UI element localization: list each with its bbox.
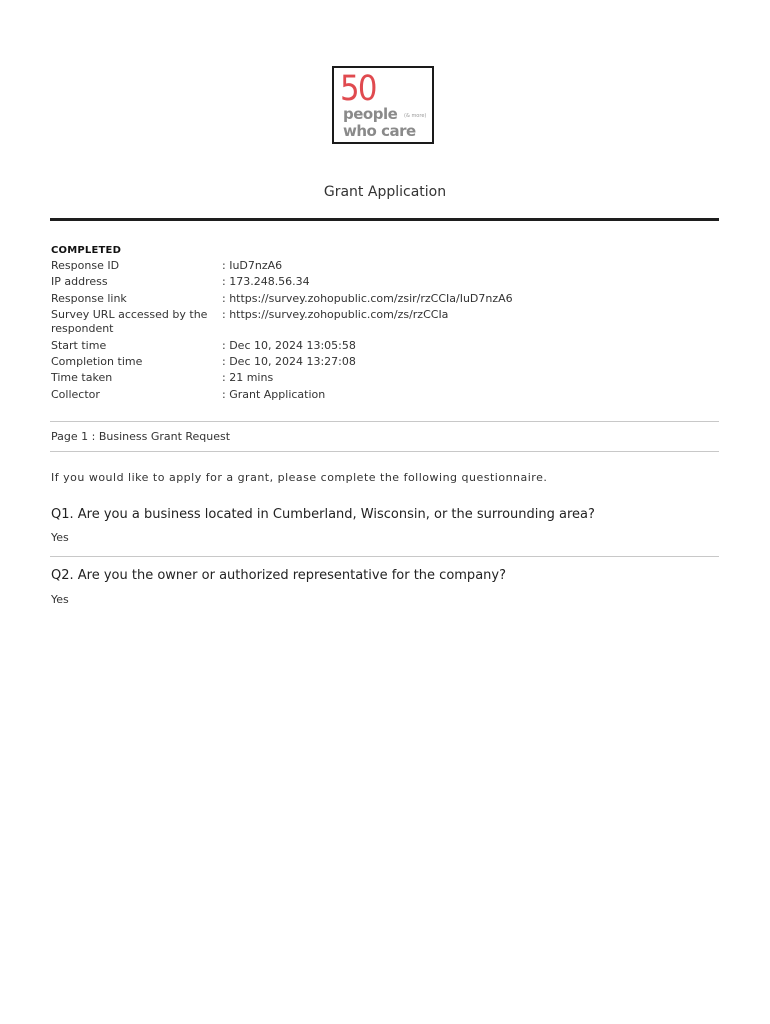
section-divider-bottom — [50, 451, 719, 452]
meta-key: Start time — [51, 338, 107, 352]
title-divider — [50, 218, 719, 221]
meta-row-response-link — [51, 292, 719, 306]
meta-key: Collector — [51, 387, 100, 401]
meta-key: Completion time — [51, 354, 143, 368]
meta-key: Response ID — [51, 259, 120, 272]
question-divider — [50, 556, 719, 557]
meta-value: : https://survey.zohopublic.com/zsir/rzCCIa/IuD7nzA6 — [222, 291, 513, 305]
logo-word-people: people — [343, 105, 398, 123]
answer-1: Yes — [51, 531, 69, 544]
meta-key: Time taken — [51, 371, 113, 385]
meta-value: : Dec 10, 2024 13:27:08 — [222, 354, 356, 368]
question-2: Q2. Are you the owner or authorized representative for the company? — [51, 568, 506, 583]
meta-value: : Dec 10, 2024 13:05:58 — [222, 338, 356, 352]
meta-row-collector — [51, 388, 719, 402]
meta-value: : Grant Application — [222, 387, 326, 401]
question-1: Q1. Are you a business located in Cumberland, Wisconsin, or the surrounding area? — [51, 507, 595, 522]
meta-row-start-time — [51, 339, 719, 353]
meta-value: : https://survey.zohopublic.com/zs/rzCCIa — [222, 308, 449, 322]
meta-row-ip-address — [51, 275, 719, 289]
meta-key: IP address — [51, 275, 108, 289]
meta-value: : 21 mins — [222, 371, 274, 385]
response-metadata — [51, 259, 719, 404]
intro-text: If you would like to apply for a grant, please complete the following questionnaire. — [51, 471, 548, 484]
answer-2: Yes — [51, 593, 69, 606]
organization-logo — [332, 66, 434, 144]
page-section-label: Page 1 : Business Grant Request — [51, 430, 231, 443]
meta-value: : 173.248.56.34 — [222, 275, 310, 289]
meta-row-completion-time — [51, 355, 719, 369]
logo-tagline: (& more) — [404, 113, 427, 119]
meta-row-time-taken — [51, 371, 719, 385]
section-divider-top — [50, 421, 719, 422]
status-label: COMPLETED — [51, 245, 122, 256]
logo-word-who-care: who care — [343, 122, 416, 140]
logo-number: 50 — [340, 69, 376, 109]
meta-row-response-id — [51, 259, 719, 273]
meta-row-survey-url — [51, 308, 719, 336]
meta-key: Response link — [51, 291, 127, 305]
meta-value: : IuD7nzA6 — [222, 259, 283, 272]
meta-key: Survey URL accessed by the respondent — [51, 308, 208, 336]
document-title: Grant Application — [323, 184, 447, 200]
